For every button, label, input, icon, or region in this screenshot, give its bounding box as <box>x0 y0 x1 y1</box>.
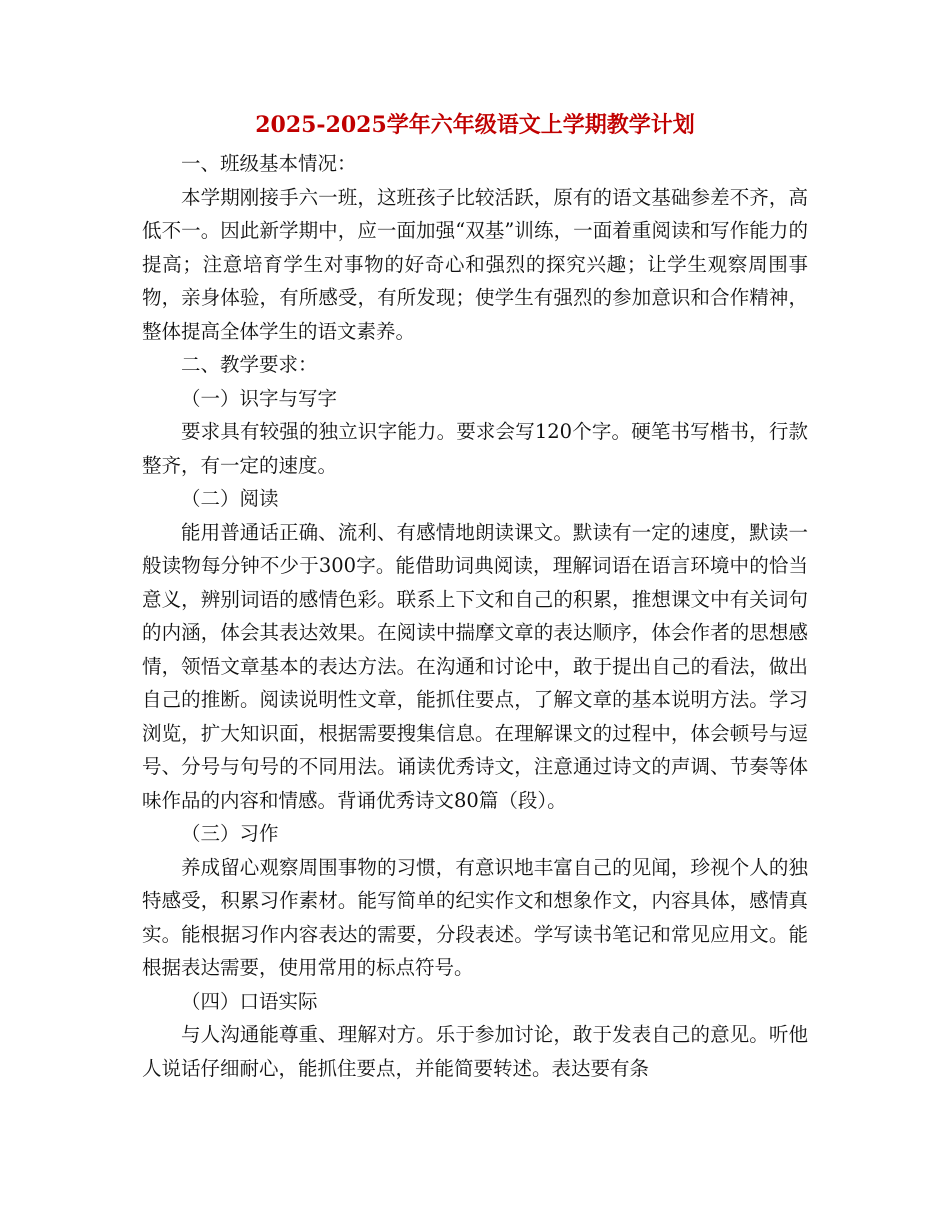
subheading-composition: （三）习作 <box>181 822 279 845</box>
document-title: 2025-2025学年六年级语文上学期教学计划 <box>255 112 695 138</box>
subheading-reading: （二）阅读 <box>181 487 279 510</box>
paragraph-oral-communication: 与人沟通能尊重、理解对方。乐于参加讨论，敢于发表自己的意见。听他人说话仔细耐心，能抓住要点，并能简要转述。表达要有条 <box>142 1023 808 1080</box>
paragraph-reading: 能用普通话正确、流利、有感情地朗读课文。默读有一定的速度，默读一般读物每分钟不少于300字。能借助词典阅读，理解词语在语言环境中的恰当意义，辨别词语的感情色彩。联系上下文和自己的积累，推想课文中有关词句的内涵，体会其表达效果。在阅读中揣摩文章的表达顺序，体会作者的思想感情，领悟文章基本的表达方法。在沟通和讨论中，敢于提出自己的看法，做出自己的推断。阅读说明性文章，能抓住要点，了解文章的基本说明方法。学习浏览，扩大知识面，根据需要搜集信息。在理解课文的过程中，体会顿号与逗号、分号与句号的不同用法。诵读优秀诗文，注意通过诗文的声调、节奏等体味作品的内容和情感。背诵优秀诗文80篇（段）。 <box>142 520 808 812</box>
paragraph-literacy-writing: 要求具有较强的独立识字能力。要求会写120个字。硬笔书写楷书，行款整齐，有一定的速度。 <box>142 420 808 477</box>
section-heading-class-situation: 一、班级基本情况： <box>181 152 357 175</box>
paragraph-class-situation: 本学期刚接手六一班，这班孩子比较活跃，原有的语文基础参差不齐，高低不一。因此新学期中，应一面加强“双基”训练，一面着重阅读和写作能力的提高；注意培育学生对事物的好奇心和强烈的探究兴趣；让学生观察周围事物，亲身体验，有所感受，有所发现；使学生有强烈的参加意识和合作精神，整体提高全体学生的语文素养。 <box>142 185 808 343</box>
document-body <box>142 147 808 1085</box>
paragraph-composition: 养成留心观察周围事物的习惯，有意识地丰富自己的见闻，珍视个人的独特感受，积累习作素材。能写简单的纪实作文和想象作文，内容具体，感情真实。能根据习作内容表达的需要，分段表述。学写读书笔记和常见应用文。能根据表达需要，使用常用的标点符号。 <box>142 855 808 979</box>
subheading-literacy-writing: （一）识字与写字 <box>181 386 338 410</box>
section-heading-teaching-requirements: 二、教学要求： <box>181 353 318 376</box>
subheading-oral-communication: （四）口语实际 <box>181 989 318 1013</box>
